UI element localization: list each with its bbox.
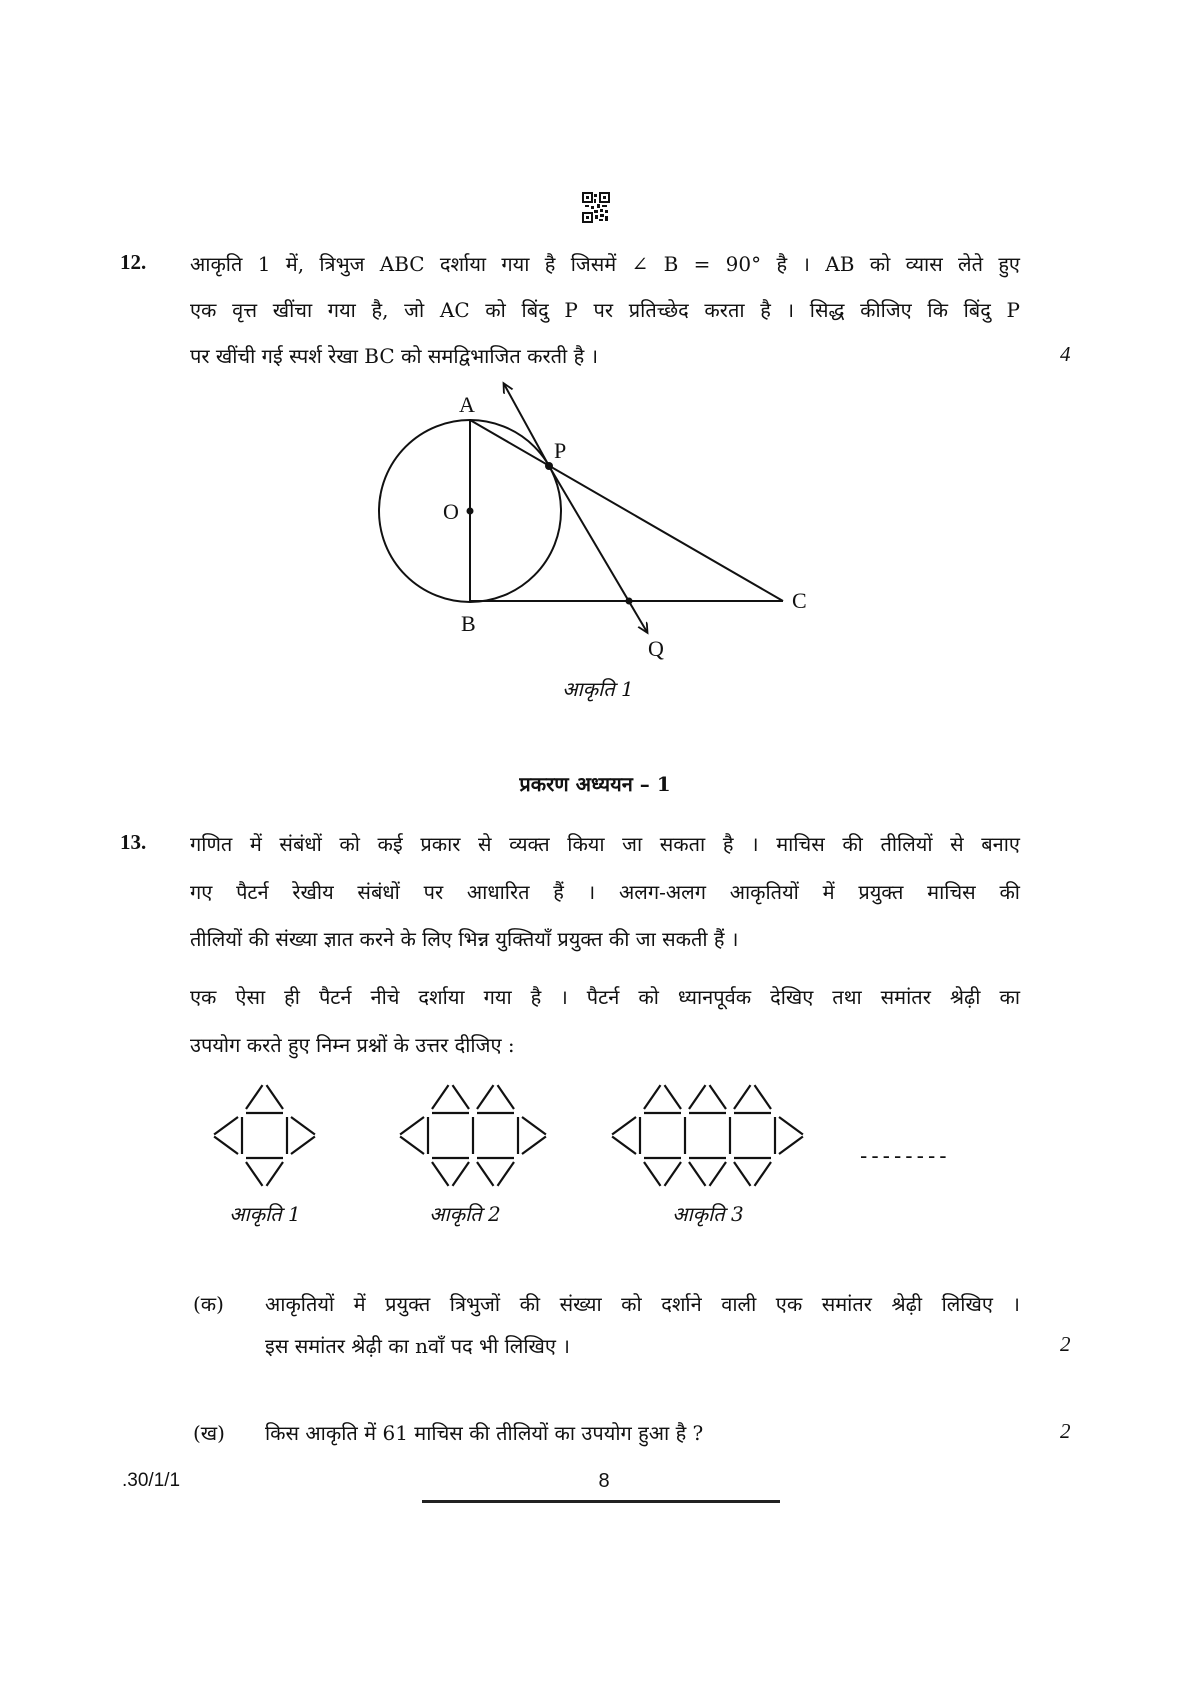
matchstick (644, 1162, 661, 1186)
matchstick (689, 1085, 706, 1109)
label-p: P (554, 438, 567, 463)
matchstick (267, 1085, 284, 1109)
matchstick (522, 1137, 546, 1155)
question-12-marks: 4 (1060, 342, 1071, 366)
matchstick (612, 1137, 636, 1155)
question-13-para1-line-3: तीलियों की संख्या ज्ञात करने के लिए भिन्न युक्तियाँ प्रयुक्त की जा सकती हैं । (190, 927, 739, 951)
matchstick (755, 1162, 772, 1186)
question-12-number: 12. (120, 250, 147, 274)
question-13-para2-line-1: एक ऐसा ही पैटर्न नीचे दर्शाया गया है । पैटर्न को ध्यानपूर्वक देखिए तथा समांतर श्रेढ़ी का (190, 985, 1020, 1009)
sub-question-b-label: (ख) (193, 1421, 225, 1445)
matchstick (498, 1162, 515, 1186)
sub-question-a-marks: 2 (1060, 1332, 1071, 1356)
paper-code: .30/1/1 (122, 1470, 181, 1491)
sub-question-a-line-2: इस समांतर श्रेढ़ी का nवाँ पद भी लिखिए । (265, 1334, 570, 1358)
label-a: A (459, 392, 475, 417)
label-q: Q (648, 636, 664, 661)
matchstick (477, 1162, 494, 1186)
question-13-para1-line-2: गए पैटर्न रेखीय संबंधों पर आधारित हैं । अलग-अलग आकृतियों में प्रयुक्त माचिस की (190, 880, 1020, 904)
sub-question-b-marks: 2 (1060, 1419, 1071, 1443)
question-13-number: 13. (120, 830, 147, 854)
question-12-line-3: पर खींची गई स्पर्श रेखा BC को समद्विभाजित करती है । (190, 344, 599, 368)
matchstick (453, 1085, 470, 1109)
matchstick (291, 1137, 315, 1155)
pattern-figure-1-caption: आकृति 1 (229, 1202, 301, 1226)
matchstick (689, 1162, 706, 1186)
matchstick (291, 1117, 315, 1135)
pattern-figure-2-caption: आकृति 2 (429, 1202, 501, 1226)
matchstick (498, 1085, 515, 1109)
question-12-line-2: एक वृत्त खींचा गया है, जो AC को बिंदु P पर प्रतिच्छेद करता है । सिद्ध कीजिए कि बिंदु P (190, 298, 1020, 322)
footer-rule (422, 1500, 780, 1503)
matchstick (432, 1162, 449, 1186)
continuation-dashes: -------- (860, 1143, 951, 1168)
page-number: 8 (598, 1470, 610, 1492)
sub-question-b-line-1: किस आकृति में 61 माचिस की तीलियों का उपयोग हुआ है ? (265, 1421, 704, 1445)
matchstick (246, 1085, 263, 1109)
matchstick (432, 1085, 449, 1109)
matchstick (644, 1085, 661, 1109)
question-12-line-1: आकृति 1 में, त्रिभुज ABC दर्शाया गया है जिसमें ∠ B = 90° है । AB को व्यास लेते हुए (190, 252, 1020, 276)
matchstick (477, 1085, 494, 1109)
matchstick (612, 1117, 636, 1135)
label-b: B (461, 611, 476, 636)
matchstick (755, 1085, 772, 1109)
question-13-para1-line-1: गणित में संबंधों को कई प्रकार से व्यक्त किया जा सकता है । माचिस की तीलियों से बनाए (190, 832, 1020, 856)
figure-1-caption: आकृति 1 (562, 677, 634, 701)
matchstick (665, 1162, 682, 1186)
matchstick (214, 1137, 238, 1155)
question-13-para2-line-2: उपयोग करते हुए निम्न प्रश्नों के उत्तर दीजिए : (190, 1033, 515, 1057)
sub-question-a-line-1: आकृतियों में प्रयुक्त त्रिभुजों की संख्या को दर्शाने वाली एक समांतर श्रेढ़ी लिखिए । (265, 1292, 1020, 1316)
matchstick (665, 1085, 682, 1109)
matchstick (267, 1162, 284, 1186)
sub-question-a-label: (क) (193, 1292, 224, 1316)
matchstick (779, 1117, 803, 1135)
matchstick (400, 1117, 424, 1135)
matchstick (522, 1117, 546, 1135)
label-c: C (792, 588, 807, 613)
matchstick (246, 1162, 263, 1186)
matchstick (734, 1085, 751, 1109)
case-study-heading: प्रकरण अध्ययन – 1 (519, 772, 671, 796)
matchstick (214, 1117, 238, 1135)
matchstick (779, 1137, 803, 1155)
matchstick (710, 1085, 727, 1109)
matchstick (453, 1162, 470, 1186)
matchstick (400, 1137, 424, 1155)
pattern-figure-3-caption: आकृति 3 (672, 1202, 744, 1226)
matchstick (710, 1162, 727, 1186)
matchstick (734, 1162, 751, 1186)
label-o: O (443, 499, 459, 524)
